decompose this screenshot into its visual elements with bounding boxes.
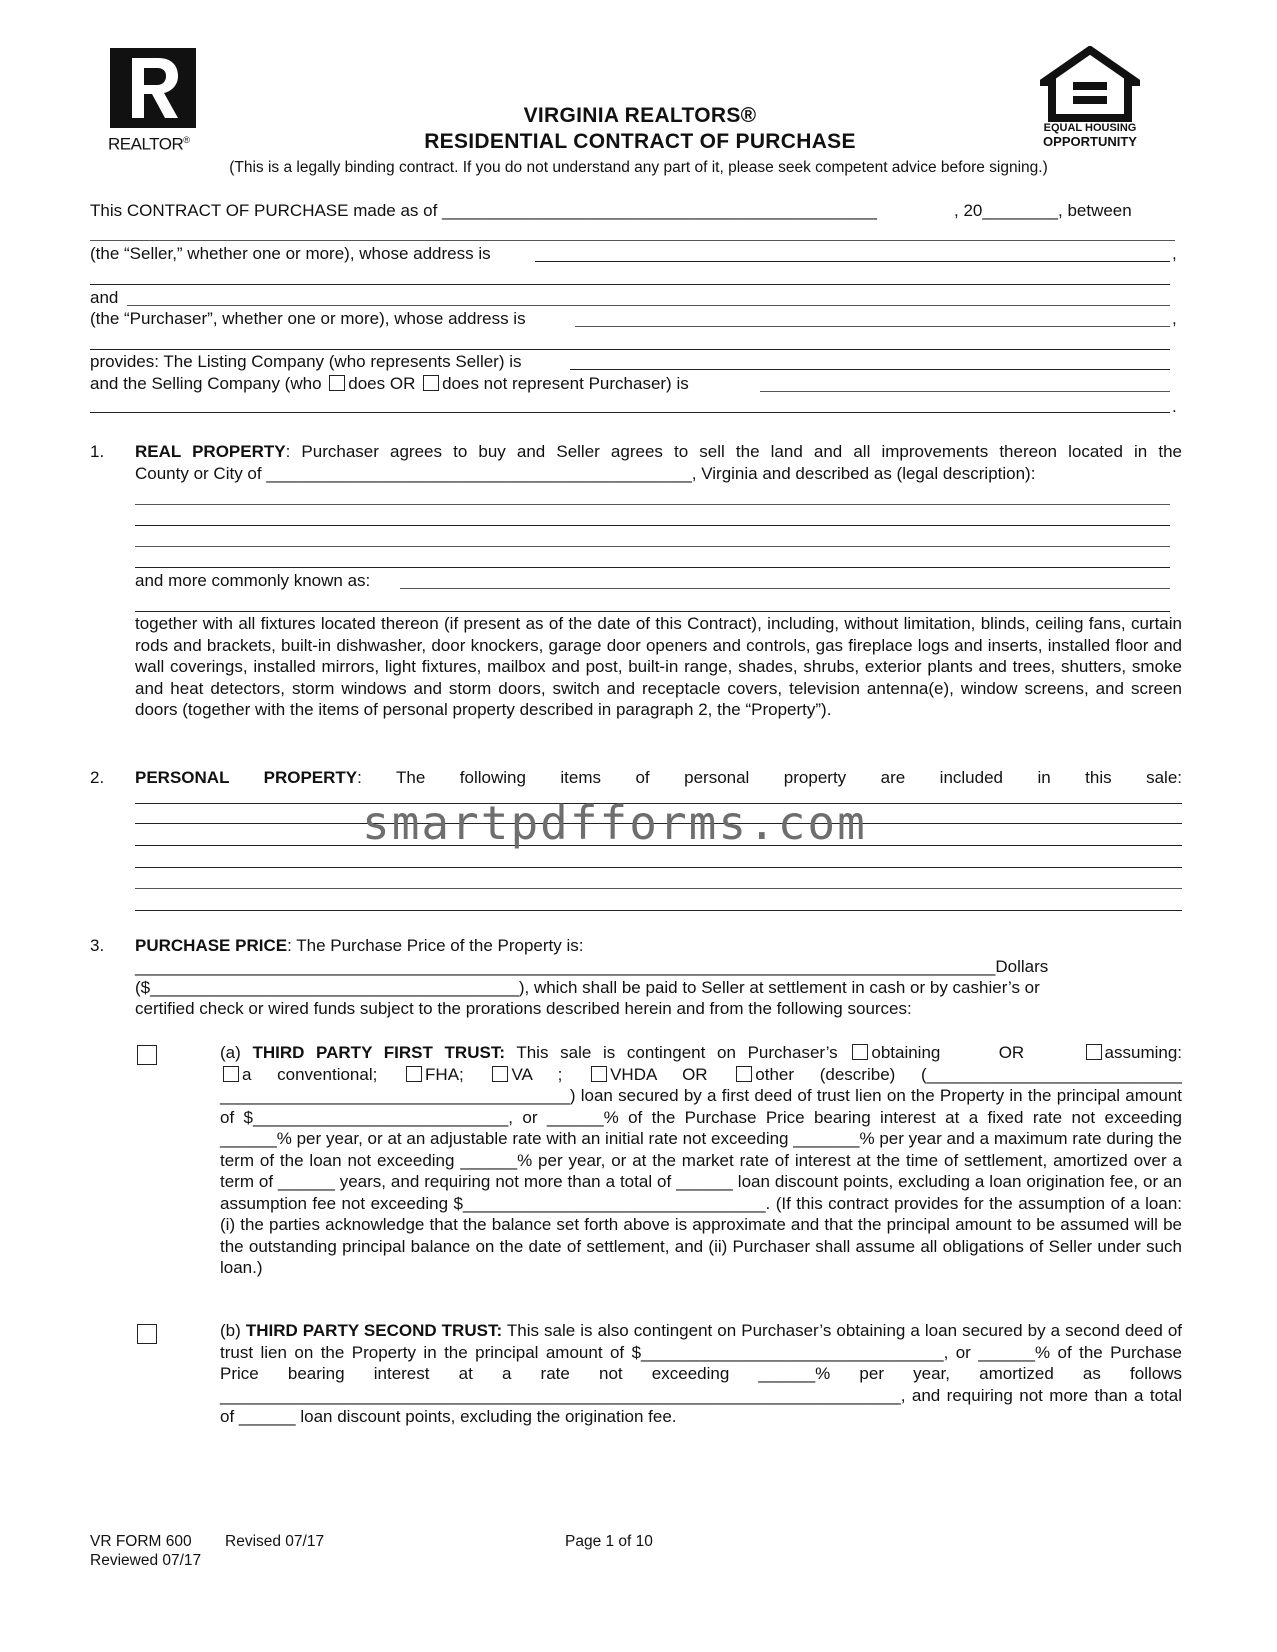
section1-line2: County or City of _____________________________________________, Virginia and described as (legal description): [135,463,1036,483]
realtor-logo [108,48,196,154]
section2-line: : The following items of personal property are included in this sale: [357,768,1182,787]
checkbox-first-trust[interactable] [137,1045,157,1065]
legal-description-line[interactable] [135,504,1170,505]
vhda-label: VHDA OR [610,1064,708,1084]
checkbox-vhda[interactable] [591,1066,607,1082]
second-trust-body: This sale is also contingent on Purchaser’s obtaining a loan secured by a second deed of trust lien on the Property in the principal amount of $________________________________, or ______% of the Purchase Price bearing interest at a rate not exceeding ______% per year, amortized as follows ________________________________________________________________________, and requiring not more than a total of ______ loan discount points, excluding the origination fee. [220,1321,1183,1426]
does-label: does OR [348,374,416,393]
dollars-line[interactable]: ___________________________________________________________________________________________Dollars [135,957,1049,976]
checkbox-obtaining[interactable] [852,1044,868,1060]
checkbox-second-trust[interactable] [137,1324,157,1344]
intro-between-text: , 20________, between [954,201,1132,220]
first-trust-body: _____________________________________) loan secured by a first deed of trust lien on the Property in the principal amount of $___________________________, or ______% of the Purchase Price bearing interest at a fixed rate not exceeding ______% per year, or at an adjustable rate with an initial rate not exceeding _______% per year and a maximum rate during the term of the loan not exceeding ______% per year, or at the market rate of interest at the time of settlement, amortized over a term of ______ years, and requiring not more than a total of ______ loan discount points, excluding a loan origination fee, or an assumption fee not exceeding $________________________________. (If this contract provides for the assumption of a loan: (i) the parties acknowledge that the balance set forth above is approximate and that the principal amount to be assumed will be the outstanding principal balance on the date of settlement, and (ii) Purchaser shall assume all obligations of Seller under such loan.) [220,1086,1182,1277]
eho-text-1: EQUAL HOUSING [1043,122,1137,134]
legal-description-line[interactable] [135,546,1170,547]
second-trust-heading: THIRD PARTY SECOND TRUST: [245,1321,503,1340]
section1-heading: REAL PROPERTY [135,442,286,461]
section3-text1: : The Purchase Price of the Property is: [287,936,584,955]
known-as-label: and more commonly known as: [135,571,371,590]
purchaser-address-field[interactable] [575,326,1170,327]
first-trust-paragraph [220,1042,1182,1279]
section1-line1: : Purchaser agrees to buy and Seller agrees to sell the land and all improvements thereon located in the [285,442,1182,461]
known-as-field[interactable] [400,588,1170,589]
footer-reviewed: Reviewed 07/17 [90,1552,202,1569]
first-trust-line1: This sale is contingent on Purchaser’s [504,1043,838,1062]
period: . [1172,397,1177,416]
listing-company-field[interactable] [570,369,1170,370]
section2-text [135,767,1182,789]
checkbox-does-represent[interactable] [329,375,345,391]
fha-label: FHA; [425,1064,464,1084]
section2-heading: PERSONAL PROPERTY [135,768,358,787]
assuming-label: assuming: [1104,1043,1183,1062]
selling-company-field[interactable] [760,391,1170,392]
purchaser-label: (the “Purchaser”, whether one or more), whose address is [90,309,526,328]
realtor-logo-block [110,48,196,128]
blank-line[interactable] [90,240,1175,241]
section3-line1 [135,935,583,956]
listing-label: provides: The Listing Company (who represents Seller) is [90,352,522,371]
fixtures-paragraph: together with all fixtures located thereon (if present as of the date of this Contract), including, without limitation, blinds, ceiling fans, curtain rods and brackets, built-in dishwasher, door knockers, garage door openers and controls, gas fireplace logs and inserts, installed floor and wall coverings, installed mirrors, light fixtures, mailbox and post, built-in range, shades, shrubs, exterior plants and trees, shutters, smoke and heat detectors, storm windows and storm doors, switch and receptacle covers, television antenna(e), window screens, and screen doors (together with the items of personal property described in paragraph 2, the “Property”). [135,614,1182,719]
realtor-logo-text [108,130,189,155]
selling-label: and the Selling Company (who [90,374,322,393]
equal-housing-logo [1040,46,1140,156]
personal-property-line[interactable] [135,888,1182,889]
section1-number: 1. [90,442,105,461]
checkbox-assuming[interactable] [1086,1044,1102,1060]
seller-label: (the “Seller,” whether one or more), whose address is [90,244,491,263]
blank-line[interactable] [135,611,1170,612]
section2-number: 2. [90,768,105,787]
footer-page: Page 1 of 10 [565,1533,653,1550]
does-not-label: does not represent Purchaser) is [442,374,689,393]
blank-line[interactable] [90,412,1170,413]
section3-heading: PURCHASE PRICE [135,936,288,955]
checkbox-does-not-represent[interactable] [423,375,439,391]
realtor-reg-mark: ® [183,135,190,145]
amount-line[interactable]: ($_______________________________________), which shall be paid to Seller at settlement in cash or by cashier’s or [135,978,1040,997]
intro-date-text: This CONTRACT OF PURCHASE made as of ______________________________________________ [90,201,877,220]
or-label: OR [998,1043,1025,1062]
eho-text-2: OPPORTUNITY [1043,134,1137,149]
realtor-r-icon [110,48,196,128]
seller-address-field[interactable] [535,261,1170,262]
sources-line: certified check or wired funds subject to the prorations described herein and from the following sources: [135,999,912,1018]
watermark: smartpdfforms.com [362,796,867,850]
checkbox-fha[interactable] [406,1066,422,1082]
legal-description-line[interactable] [135,525,1170,526]
comma: , [1172,309,1177,328]
checkbox-other[interactable] [736,1066,752,1082]
selling-line [90,373,689,394]
second-trust-paragraph [220,1320,1182,1428]
and-label: and [90,288,119,307]
footer-revised: Revised 07/17 [225,1533,325,1550]
legal-description-line[interactable] [135,567,1170,568]
blank-line[interactable] [90,284,1170,285]
va-label: VA ; [511,1064,563,1084]
personal-property-line[interactable] [135,910,1182,911]
blank-line[interactable] [90,349,1170,350]
checkbox-conventional[interactable] [223,1066,239,1082]
checkbox-va[interactable] [492,1066,508,1082]
conventional-label: a conventional; [242,1064,378,1084]
subtitle: (This is a legally binding contract. If you do not understand any part of it, please seek competent advice before signing.) [229,159,1048,176]
comma: , [1172,244,1177,263]
second-trust-prefix: (b) [220,1321,246,1340]
purchaser-name-field[interactable] [127,305,1170,306]
title-line2: RESIDENTIAL CONTRACT OF PURCHASE [424,130,856,153]
title-line1: VIRGINIA REALTORS® [523,104,757,127]
first-trust-heading: THIRD PARTY FIRST TRUST: [252,1043,505,1062]
house-icon [1040,46,1140,122]
other-label: other (describe) (___________________________ [755,1064,1182,1084]
personal-property-line[interactable] [135,867,1182,868]
realtor-wordmark: REALTOR [108,134,184,154]
obtaining-label: obtaining [871,1043,941,1062]
section1-text [135,441,1182,484]
first-trust-prefix: (a) [220,1043,253,1062]
footer-form: VR FORM 600 [90,1533,192,1550]
section3-number: 3. [90,936,105,955]
